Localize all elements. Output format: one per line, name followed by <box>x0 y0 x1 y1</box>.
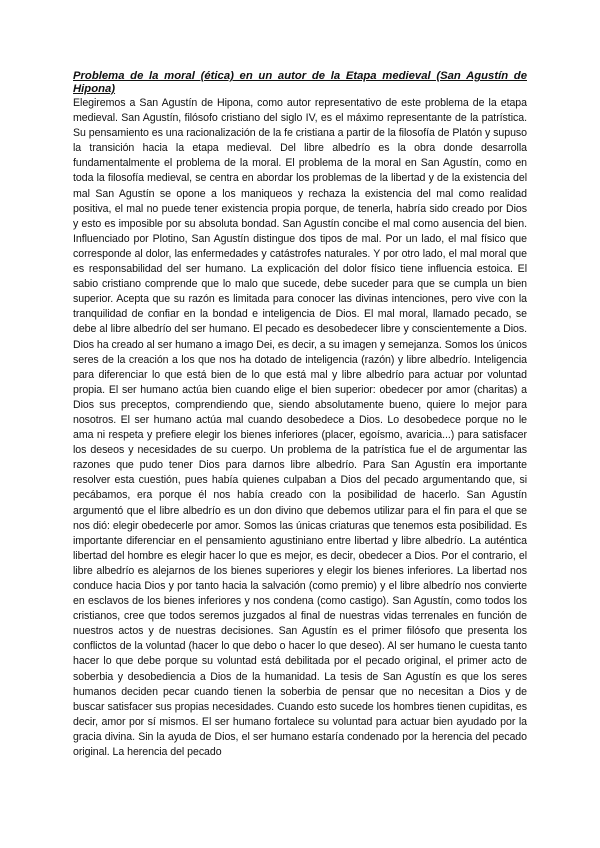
document-page <box>73 70 527 760</box>
document-body: Elegiremos a San Agustín de Hipona, como autor representativo de este problema de la etapa medieval. San Agustín, filósofo cristiano del siglo IV, es el máximo representante de la patrística. Su pensamiento es una racionalización de la fe cristiana a partir de la filosofía de Platón y supuso la transición hacia la etapa medieval. Del libre albedrío es la obra donde desarrolla fundamentalmente el problema de la moral. El problema de la moral en San Agustín, como en toda la filosofía medieval, se centra en abordar los problemas de la libertad y de la existencia del mal San Agustín se opone a los maniqueos y rechaza la existencia del mal como realidad positiva, el mal no puede tener existencia propia porque, de tenerla, habría sido creado por Dios y esto es imposible por su absoluta bondad. San Agustín concibe el mal como ausencia del bien. Influenciado por Plotino, San Agustín distingue dos tipos de mal. Por un lado, el mal físico que corresponde al dolor, las enfermedades y catástrofes naturales. Y por otro lado, el mal moral que es responsabilidad del ser humano. La explicación del dolor físico tiene influencia estoica. El sabio cristiano comprende que lo malo que sucede, debe suceder para que se cumpla un bien superior. Acepta que su razón es limitada para conocer las divinas intenciones, pero vive con la tranquilidad de confiar en la bondad e inteligencia de Dios. El mal moral, llamado pecado, se debe al libre albedrío del ser humano. El pecado es desobedecer libre y conscientemente a Dios. Dios ha creado al ser humano a imago Dei, es decir, a su imagen y semejanza. Somos los únicos seres de la creación a los que nos ha dotado de inteligencia (razón) y libre albedrío. Inteligencia para diferenciar lo que está bien de lo que está mal y libre albedrío para actuar por voluntad propia. El ser humano actúa bien cuando elige el bien superior: obedecer por amor (charitas) a Dios sus preceptos, comprendiendo que, siendo absolutamente bueno, quiere lo mejor para nosotros. El ser humano actúa mal cuando desobedece a Dios. Lo desobedece porque no le ama ni respeta y prefiere elegir los bienes inferiores (placer, egoísmo, avaricia...) para satisfacer los deseos y necesidades de su cuerpo. Un problema de la patrística fue el de argumentar las razones que pudo tener Dios para darnos libre albedrío. Para San Agustín era importante resolver esta cuestión, pues había quienes culpaban a Dios del pecado argumentando que, si pecábamos, era porque él nos había creado con la posibilidad de hacerlo. San Agustín argumentó que el libre albedrío es un don divino que debemos utilizar para el fin para el que se nos dió: elegir obedecerle por amor. Somos las únicas criaturas que tenemos esta posibilidad. Es importante diferenciar en el pensamiento agustiniano entre libertad y libre albedrío. La auténtica libertad del hombre es elegir hacer lo que es mejor, es decir, obedecer a Dios. Por el contrario, el libre albedrío es alejarnos de los bienes superiores y elegir los bienes inferiores. La libertad nos conduce hacia Dios y por tanto hacia la salvación (como premio) y el libre albedrío nos convierte en esclavos de los bienes inferiores y nos condena (como castigo). San Agustín, como todos los cristianos, cree que todos seremos juzgados al final de nuestras vidas terrenales en función de nuestros actos y de nuestras decisiones. San Agustín es el primer filósofo que presenta los conflictos de la voluntad (hacer lo que debo o hacer lo que deseo). Al ser humano le cuesta tanto hacer lo que debe porque su voluntad está debilitada por el pecado original, el primer acto de soberbia y desobediencia a Dios de la humanidad. La tesis de San Agustín es que los seres humanos deciden pecar cuando tienen la soberbia de pensar que no necesitan a Dios y de buscar satisfacer sus propias necesidades. Cuando esto sucede los hombres tienen cupiditas, es decir, amor por sí mismos. El ser humano fortalece su voluntad para actuar bien ayudado por la gracia divina. Sin la ayuda de Dios, el ser humano estaría condenado por la herencia del pecado original. La herencia del pecado <box>73 97 527 759</box>
document-title: Problema de la moral (ética) en un autor de la Etapa medieval (San Agustín de Hipona) <box>73 70 527 95</box>
